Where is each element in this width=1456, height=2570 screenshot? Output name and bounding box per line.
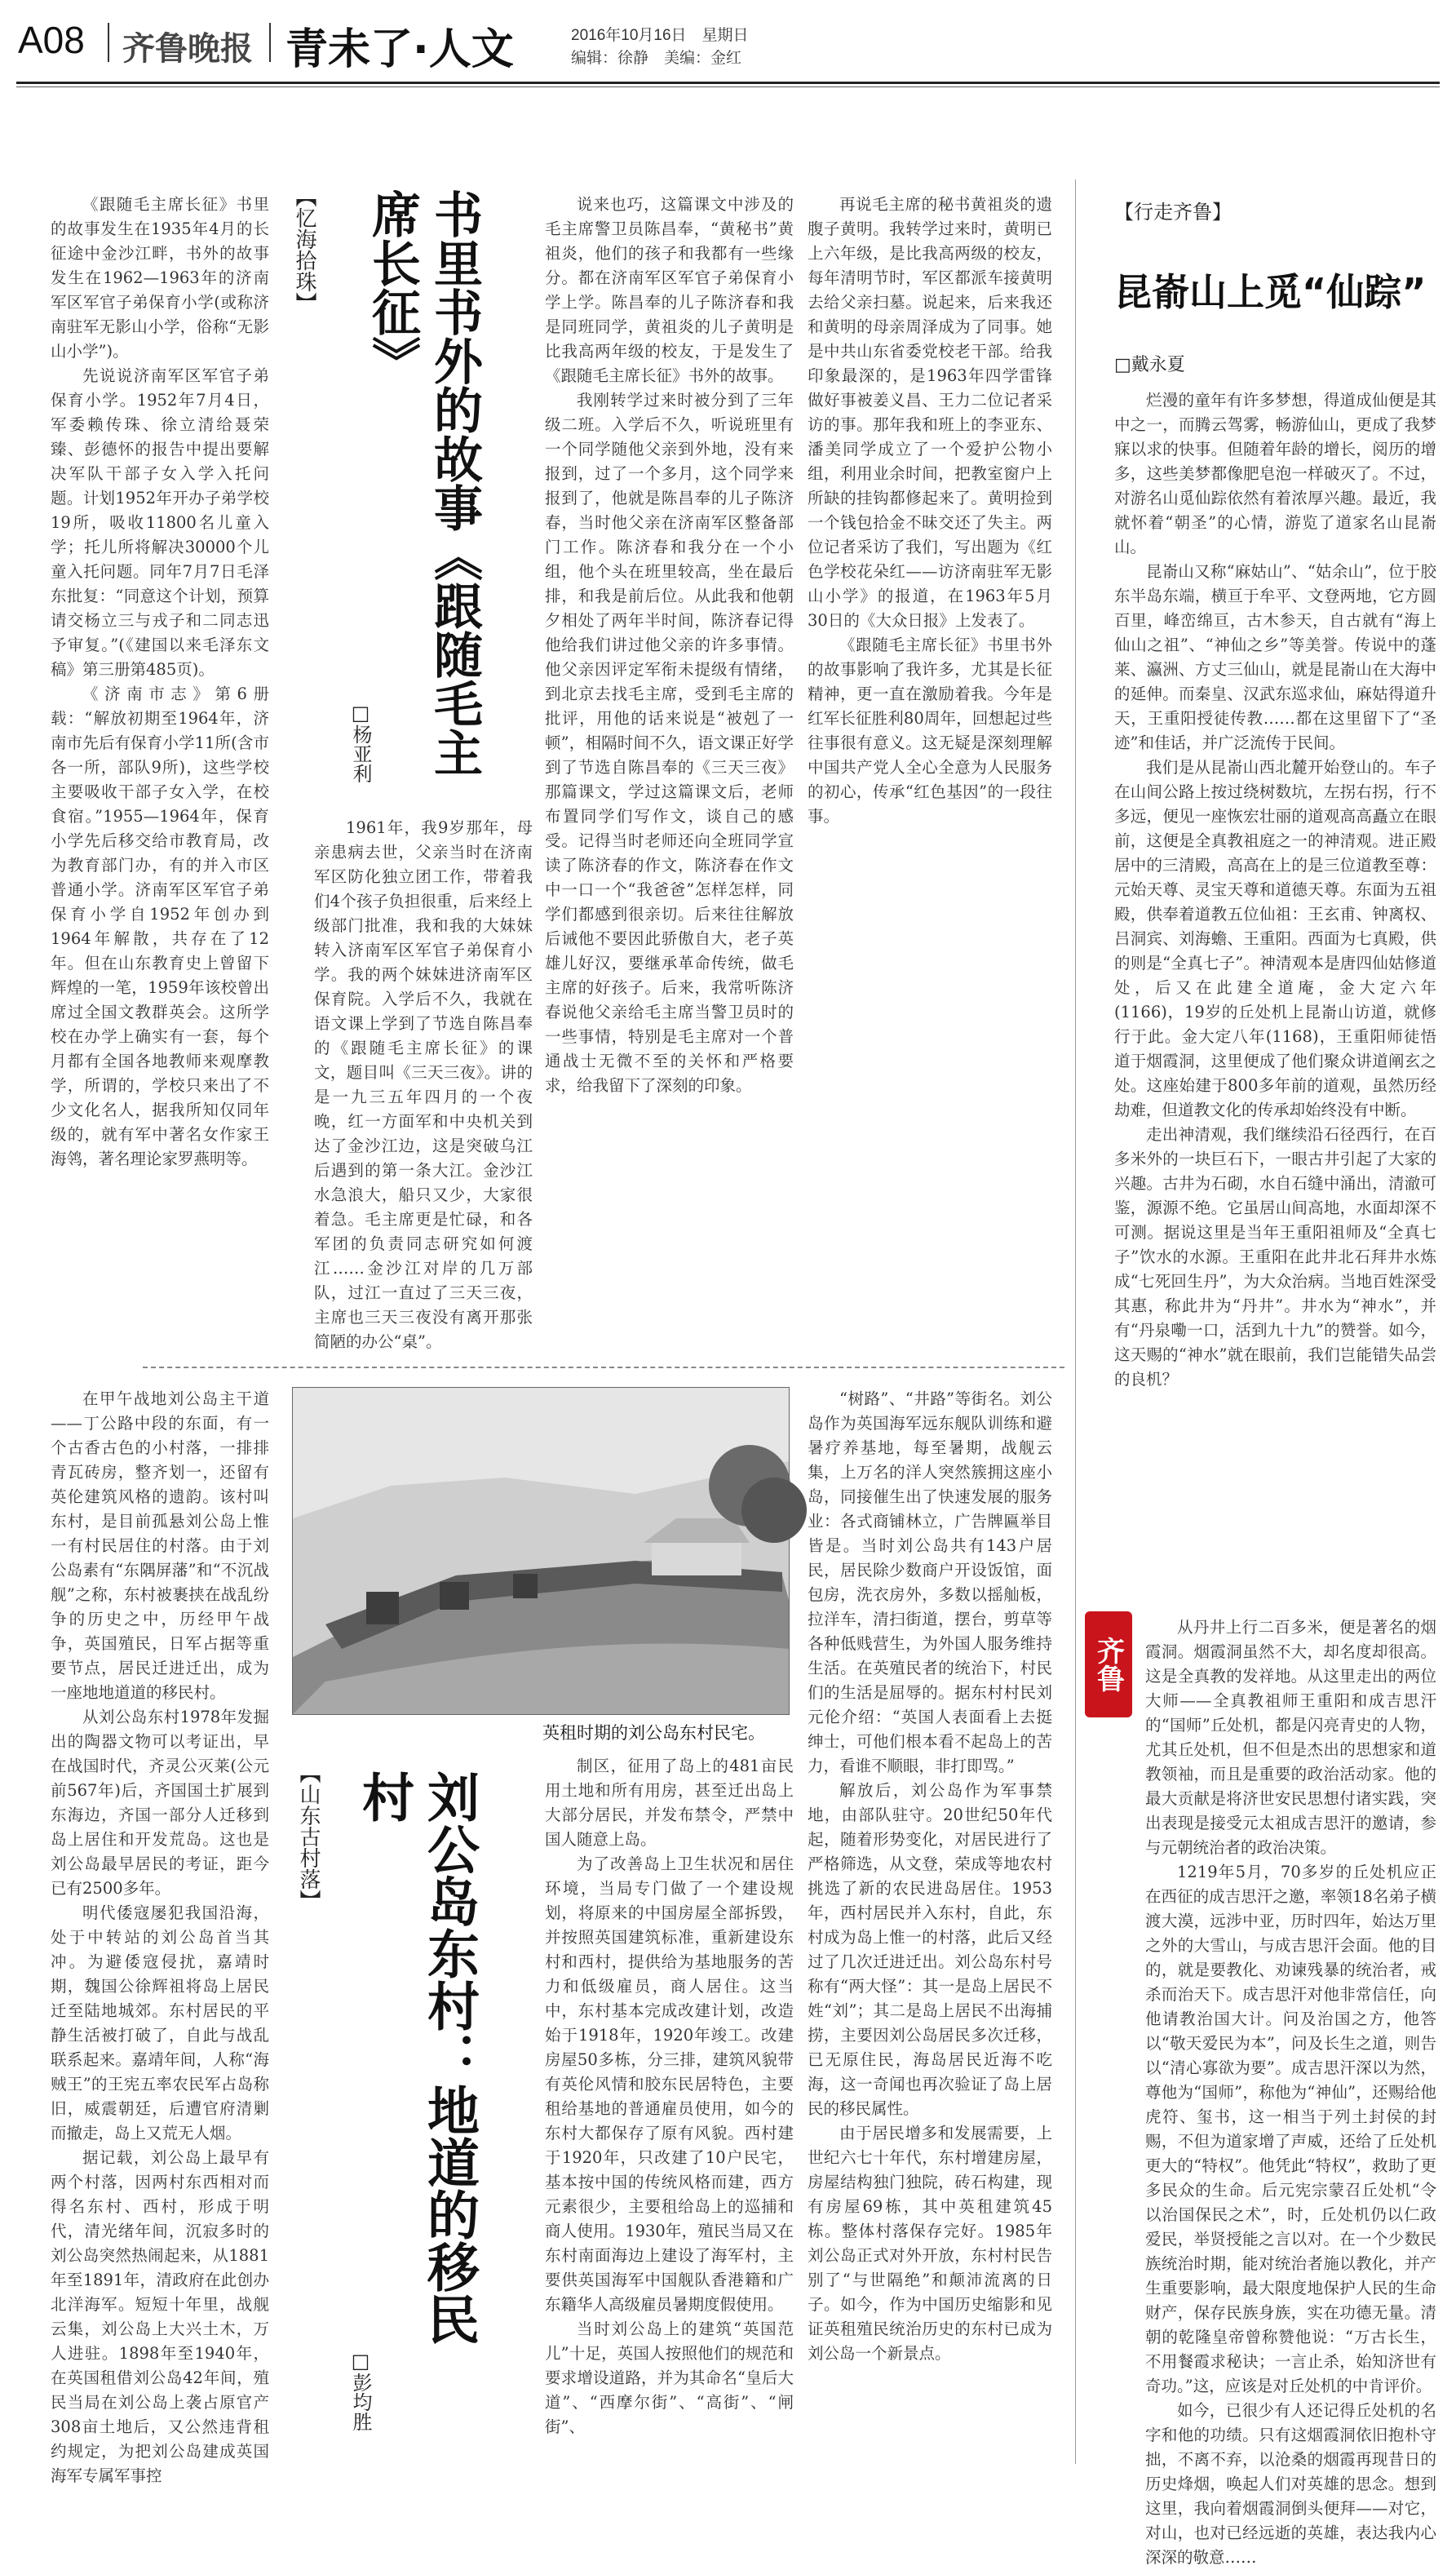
article2-tag: 【行走齐鲁】 bbox=[1114, 201, 1232, 224]
article3-author: □彭均胜 bbox=[349, 2350, 372, 2431]
qilu-badge-logo: 齐鲁 bbox=[1085, 1611, 1132, 1717]
village-photo-scene bbox=[293, 1388, 789, 1714]
column-divider bbox=[1075, 179, 1076, 2464]
masthead-rule bbox=[16, 82, 1440, 84]
paragraph: 1219年5月，70多岁的丘处机应正在西征的成吉思汗之邀，率领18名弟子横渡大漠，远涉中亚，历时四年，始达万里之外的大雪山，与成吉思汗会面。他的目的，就是要教化、劝谏残暴的统治者，戒杀而治天下。成吉思汗对他非常信任，向他请教治国大计。问及治国之方，他答以“敬天爱民为本”，问及长生之道，则告以“清心寡欲为要”。成吉思汗深以为然，尊他为“国师”，称他为“神仙”，还赐给他虎符、玺书，这一相当于列土封侯的封赐，不但为道家增了声威，还给了丘处机更大的“特权”。他凭此“特权”，救助了更多民众的生命。后元宪宗蒙召丘处机“令以治国保民之术”，时，丘处机仍以仁政爱民，举贤授能之言以对。在一个少数民族统治时期，能对统治者施以教化，并产生重要影响，最大限度地保护人民的生命财产，保存民族身族，实在功德无量。清朝的乾隆皇帝曾称赞他说：“万古长生，不用餐霞求秘诀；一言止杀，始知济世有奇功。”这，应该是对丘处机的中肯评价。 bbox=[1145, 1863, 1436, 2395]
article3-column-3 bbox=[808, 1387, 1052, 2488]
article1-column-2a bbox=[314, 816, 533, 1354]
paragraph: 制区，征用了岛上的481亩民用土地和所有用房，甚至迁出岛上大部分居民，并发布禁令，严禁中国人随意上岛。 bbox=[545, 1757, 794, 1849]
photo-caption: 英租时期的刘公岛东村民宅。 bbox=[542, 1723, 765, 1743]
section-title: 青未了·人文 bbox=[285, 25, 514, 74]
paragraph: 解放后，刘公岛作为军事禁地，由部队驻守。20世纪50年代起，随着形势变化，对居民进行了严格筛选，从文登，荣成等地农村挑选了新的农民进岛居住。1953年，西村居民并入东村，自此，东村成为岛上惟一的村落，此后又经过了几次迁进迁出。刘公岛东村号称有“两大怪”：其一是岛上居民不姓“刘”；其二是岛上居民不出海捕捞，主要因刘公岛居民多次迁移，已无原住民，海岛居民近海不吃海，这一奇闻也再次验证了岛上居民的移民属性。 bbox=[808, 1781, 1052, 2118]
paragraph: 昆嵛山又称“麻姑山”、“姑余山”，位于胶东半岛东端，横亘于牟平、文登两地，它方圆百里，峰峦绵亘，古木参天，自古就有“海上仙山之祖”、“神仙之乡”等美誉。传说中的蓬莱、瀛洲、方丈三仙山，就是昆嵛山在大海中的延伸。而秦皇、汉武东巡求仙，麻姑得道升天，王重阳授徒传教……都在这里留下了“圣迹”和佳话，并广泛流传于民间。 bbox=[1114, 562, 1436, 752]
article3-title: 刘公岛东村：地道的移民村 bbox=[353, 1770, 479, 2345]
paragraph: 走出神清观，我们继续沿石径西行，在百多米外的一块巨石下，一眼古井引起了大家的兴趣。古井为石砌，水自石缝中涌出，清澈可鉴，源源不绝。它虽居山间高地，水面却深不可测。据说这里是当年王重阳祖师及“全真七子”饮水的水源。王重阳在此井北石拜井水炼成“七死回生丹”，为大众治病。当地百姓深受其惠，称此井为“丹井”。井水为“神水”，并有“丹泉嘞一口，活到九十九”的赞誉。如今，这天赐的“神水”就在眼前，我们岂能错失品尝的良机？ bbox=[1114, 1125, 1436, 1389]
article2-column-2 bbox=[1145, 1615, 1436, 2567]
article1-title: 书里书外的故事《跟随毛主席长征》 bbox=[364, 189, 483, 777]
article3-column-2 bbox=[545, 1754, 794, 2488]
village-photo bbox=[292, 1387, 790, 1715]
article1-column-1 bbox=[51, 193, 269, 1349]
masthead-divider bbox=[108, 23, 109, 62]
article2-column-1 bbox=[1114, 388, 1436, 1620]
article1-author: □杨亚利 bbox=[349, 702, 372, 783]
editors-credit: 编辑：徐静 美编：金红 bbox=[571, 50, 742, 67]
paragraph: 再说毛主席的秘书黄祖炎的遗腹子黄明。我转学过来时，黄明已上六年级，是比我高两级的校友，每年清明节时，军区都派车接黄明去给父亲扫墓。说起来，后来我还和黄明的母亲周泽成为了同事。她是中共山东省委党校老干部。给我印象最深的，是1963年四学雷锋做好事被姜义昌、王力二位记者采访的事。那年我和班上的李亚东、潘美同学成立了一个爱护公物小组，利用业余时间，把教室窗户上所缺的挂钩都修起来了。黄明捡到一个钱包拾金不昧交还了失主。两位记者采访了我们，写出题为《红色学校花朵红——访济南驻军无影山小学》的报道，在1963年5月30日的《大众日报》上发表了。 bbox=[808, 195, 1052, 630]
paragraph: 我们是从昆嵛山西北麓开始登山的。车子在山间公路上按过绕树数坑，左拐右拐，行不多远，便见一座恢宏壮丽的道观高高矗立在眼前，这便是全真教祖庭之一的神清观。进正殿居中的三清殿，高高在上的是三位道教至尊：元始天尊、灵宝天尊和道德天尊。东面为五祖殿，供奉着道教五位仙祖：王玄甫、钟离权、吕洞宾、刘海蟾、王重阳。西面为七真殿，供的则是“全真七子”。神清观本是唐四仙姑修道处，后又在此建全道庵，金大定六年(1166)，19岁的丘处机上昆嵛山访道，就修行于此。金大定八年(1168)，王重阳师徒悟道于烟霞洞，这里便成了他们聚众讲道阐玄之处。这座始建于800多年前的道观，虽然历经劫难，但道教文化的传承却始终没有中断。 bbox=[1114, 758, 1436, 1119]
article1-tag: 【忆海拾珠】 bbox=[292, 186, 316, 313]
paragraph: 明代倭寇屡犯我国沿海，处于中转站的刘公岛首当其冲。为避倭寇侵扰，嘉靖时期，魏国公徐辉祖将岛上居民迁至陆地城郊。东村居民的平静生活被打破了，自此与战乱联系起来。嘉靖年间，人称“海贼王”的王宪五率农民军占岛称旧，威震朝廷，后遭官府清剿而撤走，岛上又荒无人烟。 bbox=[51, 1903, 269, 2142]
masthead-divider bbox=[269, 23, 271, 62]
paragraph: 《济南市志》第6册载：“解放初期至1964年，济南市先后有保育小学11所(含市各一所，部队9所)，这些学校主要吸收干部子女入学，在校食宿。”1955—1964年，保育小学先后移交给市教育局，改为教育部门办，有的并入市区普通小学。济南军区军官子弟保育小学自1952年创办到1964年解散，共存在了12年。但在山东教育史上曾留下辉煌的一笔，1959年该校曾出席过全国文教群英会。这所学校在办学上确实有一套，每个月都有全国各地教师来观摩教学，所谓的，学校只来出了不少文化名人，据我所知仅同年级的，就有军中著名女作家王海鸰，著名理论家罗燕明等。 bbox=[51, 685, 269, 1168]
issue-date: 2016年10月16日 星期日 bbox=[571, 27, 749, 44]
paragraph: 在甲午战地刘公岛主干道——丁公路中段的东面，有一个古香古色的小村落，一排排青瓦砖房，整齐划一，还留有英伦建筑风格的遗韵。该村叫东村，是目前孤悬刘公岛上惟一有村民居住的村落。由于刘公岛素有“东隅屏藩”和“不沉战舰”之称，东村被裹挟在战乱纷争的历史之中，历经甲午战争，英国殖民，日军占据等重要节点，居民迁进迁出，成为一座地地道道的移民村。 bbox=[51, 1389, 269, 1702]
paragraph: 《跟随毛主席长征》书里的故事发生在1935年4月的长征途中金沙江畔，书外的故事发生在1962—1963年的济南军区军官子弟保育小学(或称济南驻军无影山小学，俗称“无影山小学”)。 bbox=[51, 195, 269, 361]
paragraph: 当时刘公岛上的建筑“英国范儿”十足，英国人按照他们的规范和要求增设道路，并为其命名“皇后大道”、“西摩尔街”、“高街”、“闸街”、 bbox=[545, 2320, 794, 2436]
paper-logo: 齐鲁晚报 bbox=[122, 29, 253, 68]
article1-column-2 bbox=[545, 193, 794, 1351]
article1-column-3 bbox=[808, 193, 1052, 1351]
paragraph: 我刚转学过来时被分到了三年级二班。入学后不久，听说班里有一个同学随他父亲到外地，没有来报到，过了一个多月，这个同学来报到了，他就是陈昌奉的儿子陈济春，当时他父亲在济南军区整备部门工作。陈济春和我分在一个小组，他个头在班里较高，坐在最后排，和我是前后位。从此我和他朝夕相处了两年半时间，陈济春记得他给我们讲过他父亲的许多事情。他父亲因评定军衔未提级有情绪，到北京去找毛主席，受到毛主席的批评，用他的话来说是“被剋了一顿”，相隔时间不久，语文课正好学到了节选自陈昌奉的《三天三夜》那篇课文，学过这篇课文后，老师布置同学们写作文，谈自己的感受。记得当时老师还向全班同学宣读了陈济春的作文，陈济春在作文中一口一个“我爸爸”怎样怎样，同学们都感到很亲切。后来往往解放后诫他不要因此骄傲自大，老子英雄儿好汉，要继承革命传统，做毛主席的好孩子。后来，我常听陈济春说他父亲给毛主席当警卫员时的一些事情，特别是毛主席对一个普通战士无微不至的关怀和严格要求，给我留下了深刻的印象。 bbox=[545, 391, 794, 1095]
paragraph: 为了改善岛上卫生状况和居住环境，当局专门做了一个建设规划，将原来的中国房屋全部拆毁，并按照英国建筑标准，重新建设东村和西村，提供给为基地服务的苦力和低级雇员，商人居住。这当中，东村基本完成改建计划，改造始于1918年，1920年竣工。改建房屋50多栋，分三排，建筑风貌带有英伦风情和胶东民居特色，主要租给基地的普通雇员使用，如今的东村大都保存了原有风貌。西村建于1920年，只改建了10户民宅，基本按中国的传统风格而建，西方元素很少，主要租给岛上的巡捕和商人使用。1930年，殖民当局又在东村南面海边上建设了海军村，主要供英国海军中国舰队香港籍和广东籍华人高级雇员暑期度假使用。 bbox=[545, 1854, 794, 2314]
paragraph: 从丹井上行二百多米，便是著名的烟霞洞。烟霞洞虽然不大，却名度却很高。这是全真教的发祥地。从这里走出的两位大师——全真教祖师王重阳和成吉思汗的“国师”丘处机，都是闪亮青史的人物，尤其丘处机，但不但是杰出的思想家和道教领袖，而且是重要的政治活动家。他的最大贡献是将济世安民思想付诸实践，突出表现是接受元太祖成吉思汗的邀请，参与元朝统治者的政治决策。 bbox=[1145, 1618, 1436, 1857]
paragraph: 先说说济南军区军官子弟保育小学。1952年7月4日，军委赖传珠、徐立清给聂荣臻、彭德怀的报告中提出要解决军队干部子女入学入托问题。计划1952年开办子弟学校19所，吸收11800名儿童入学；托儿所将解决30000个儿童入托问题。同年7月7日毛泽东批复：“同意这个计划，预算请交杨立三与戎子和二同志迅予审复。”(《建国以来毛泽东文稿》第三册第485页)。 bbox=[51, 366, 269, 679]
paragraph: 据记载，刘公岛上最早有两个村落，因两村东西相对而得名东村、西村，形成于明代，清光绪年间，沉寂多时的刘公岛突然热闹起来，从1881年至1891年，清政府在此创办北洋海军。短短十年里，战舰云集，刘公岛上大兴土木，万人进驻。1898年至1940年，在英国租借刘公岛42年间，殖民当局在刘公岛上袭占原官产308亩土地后，又公然违背租约规定，为把刘公岛建成英国海军专属军事控 bbox=[51, 2148, 269, 2485]
paragraph: 说来也巧，这篇课文中涉及的毛主席警卫员陈昌奉，“黄秘书”黄祖炎，他们的孩子和我都有一些缘分。都在济南军区军官子弟保育小学上学。陈昌奉的儿子陈济春和我是同班同学，黄祖炎的儿子黄明是比我高两年级的校友，于是发生了《跟随毛主席长征》书外的故事。 bbox=[545, 195, 794, 385]
article3-tag: 【山东古村落】 bbox=[296, 1762, 321, 1911]
article2-author: □戴永夏 bbox=[1114, 355, 1185, 375]
page-number: A08 bbox=[18, 19, 85, 61]
paragraph: “树路”、“井路”等街名。刘公岛作为英国海军远东舰队训练和避暑疗养基地，每至暑期，战舰云集，上万名的洋人突然簇拥这座小岛，同接催生出了快速发展的服务业：各式商铺林立，广告牌匾举目皆是。当时刘公岛共有143户居民，居民除少数商户开设饭馆，面包房，洗衣房外，多数以摇舢板，拉洋车，清扫街道，摆台，剪草等各种低贱营生，为外国人服务维持生活。在英殖民者的统治下，村民们的生活是屈辱的。据东村村民刘元伦介绍：“英国人表面看上去挺绅士，可他们根本看不起岛上的苦力，看谁不顺眼，非打即骂。” bbox=[808, 1389, 1052, 1775]
paragraph: 1961年，我9岁那年，母亲患病去世，父亲当时在济南军区防化独立团工作，带着我们4个孩子负担很重，后来经上级部门批准，我和我的大妹妹转入济南军区军官子弟保育小学。我的两个妹妹进济南军区保育院。入学后不久，我就在语文课上学到了节选自陈昌奉的《跟随毛主席长征》的课文，题目叫《三天三夜》。讲的是一九三五年四月的一个夜晚，红一方面军和中央机关到达了金沙江边，这是突破乌江后遇到的第一条大江。金沙江水急浪大，船只又少，大家很着急。毛主席更是忙碌，和各军团的负责同志研究如何渡江……金沙江对岸的几万部队，过江一直过了三天三夜，主席也三天三夜没有离开那张简陋的办公“桌”。 bbox=[314, 818, 533, 1351]
paragraph: 如今，已很少有人还记得丘处机的名字和他的功绩。只有这烟霞洞依旧抱朴守拙，不离不弃，以沧桑的烟霞再现昔日的历史烽烟，唤起人们对英雄的思念。想到这里，我向着烟霞洞倒头便拜——对它，对山，也对已经远逝的英雄，表达我内心深深的敬意…… bbox=[1145, 2401, 1436, 2567]
paragraph: 《跟随毛主席长征》书里书外的故事影响了我许多，尤其是长征精神，更一直在激励着我。今年是红军长征胜利80周年，回想起过些往事很有意义。这无疑是深刻理解中国共产党人全心全意为人民服务的初心，传承“红色基因”的一段往事。 bbox=[808, 636, 1052, 826]
masthead-rule-thin bbox=[16, 86, 1440, 87]
article3-column-1 bbox=[51, 1387, 269, 2488]
paragraph: 烂漫的童年有许多梦想，得道成仙便是其中之一，而腾云驾雾，畅游仙山，更成了我梦寐以求的快事。但随着年龄的增长，阅历的增多，这些美梦都像肥皂泡一样破灭了。不过，对游名山觅仙踪依然有着浓厚兴趣。最近，我就怀着“朝圣”的心情，游览了道家名山昆嵛山。 bbox=[1114, 391, 1436, 556]
section-divider bbox=[143, 1367, 1064, 1368]
article2-title: 昆嵛山上觅“仙踪” bbox=[1114, 270, 1427, 314]
paragraph: 由于居民增多和发展需要，上世纪六七十年代，东村增建房屋，房屋结构独门独院，砖石构建，现有房屋69栋，其中英租建筑45栋。整体村落保存完好。1985年刘公岛正式对外开放，东村村民告别了“与世隔绝”和颠沛流离的日子。如今，作为中国历史缩影和见证英租殖民统治历史的东村已成为刘公岛一个新景点。 bbox=[808, 2124, 1052, 2363]
paragraph: 从刘公岛东村1978年发掘出的陶器文物可以考证出，早在战国时代，齐灵公灭莱(公元前567年)后，齐国国土扩展到东海边，齐国一部分人迁移到岛上居住和开发荒岛。这也是刘公岛最早居民的考证，距今已有2500多年。 bbox=[51, 1708, 269, 1898]
